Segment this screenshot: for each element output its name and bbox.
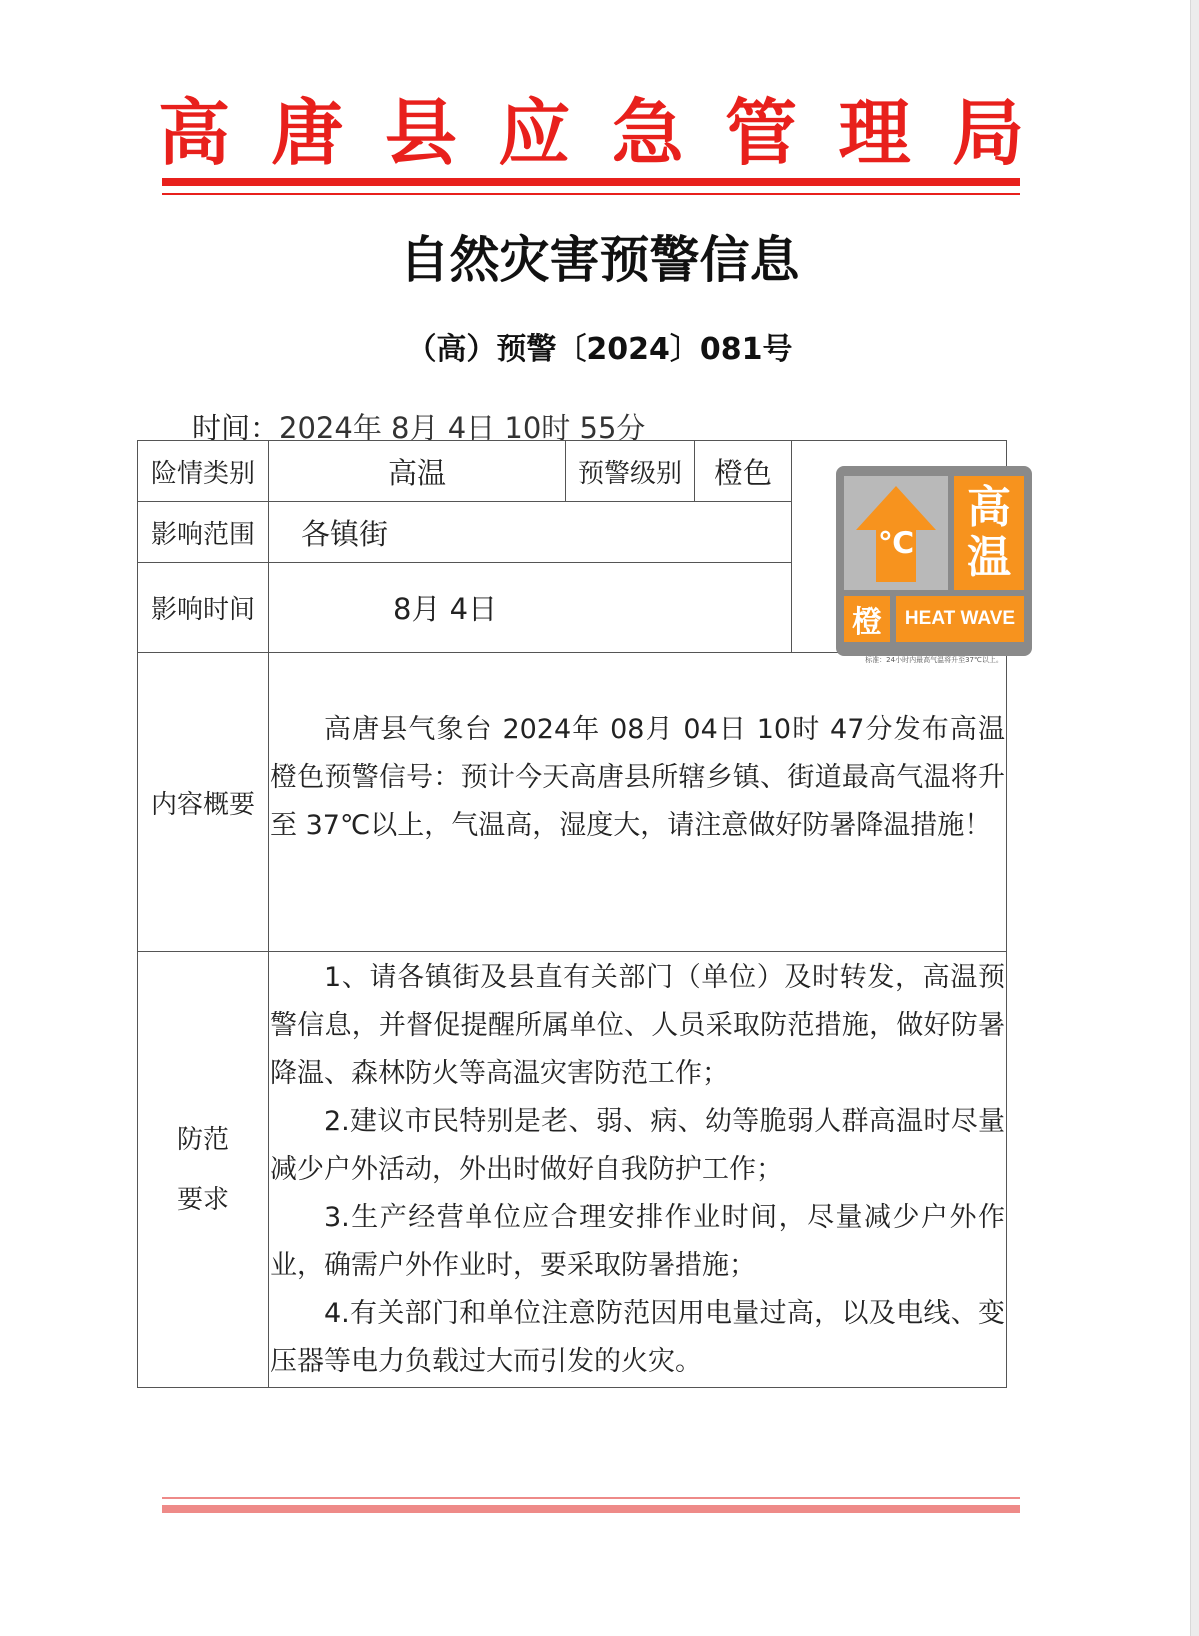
celsius-symbol: ℃ [877,526,915,561]
prevention-item-3: 3.生产经营单位应合理安排作业时间，尽量减少户外作业，确需户外作业时，要采取防暑措施； [270,1202,1005,1281]
prevention-item-1: 1、请各镇街及县直有关部门（单位）及时转发，高温预警信息，并督促提醒所属单位、人员采取防范措施，做好防暑降温、森林防火等高温灾害防范工作； [270,962,1005,1089]
document-number: （高）预警〔2024〕081号 [406,332,793,367]
badge-gao: 高 [967,482,1011,533]
header-red-rule-thin [162,193,1020,195]
prevention-label-line2: 要求 [176,1184,229,1215]
prevention-label-line1: 防范 [176,1124,229,1155]
issue-time-value: 2024年 8月 4日 10时 55分 [279,411,646,445]
badge-heat-wave: HEAT WAVE [896,596,1024,642]
badge-note: 标准：24小时内最高气温将升至37℃以上。 [865,656,1003,664]
badge-wen: 温 [967,532,1011,583]
summary-text [270,706,1005,850]
hazard-type-label: 险情类别 [137,440,269,502]
scope-label: 影响范围 [137,501,269,563]
badge-arrow-panel [844,476,948,590]
badge-cheng: 橙 [844,596,890,642]
scope-value: 各镇街 [268,501,792,563]
footer-rule-thin [162,1497,1020,1499]
prevention-item-2: 2.建议市民特别是老、弱、病、幼等脆弱人群高温时尽量减少户外活动，外出时做好自我防护工作； [270,1106,1005,1185]
hazard-type-value: 高温 [268,440,566,502]
heat-wave-orange-warning-icon [836,466,1032,656]
prevention-text [270,954,1005,1386]
document-title: 自然灾害预警信息 [399,231,800,289]
footer-rule-thick [162,1505,1020,1513]
header-red-rule-thick [162,178,1020,186]
issue-time-label: 时间： [192,411,280,445]
warning-level-value: 橙色 [694,440,792,502]
warning-level-label: 预警级别 [565,440,695,502]
summary-label: 内容概要 [137,652,269,952]
impact-time-label: 影响时间 [137,562,269,653]
impact-time-value: 8月 4日 [268,562,792,653]
prevention-item-4: 4.有关部门和单位注意防范因用电量过高，以及电线、变压器等电力负载过大而引发的火灾。 [270,1298,1005,1377]
badge-gao-wen [954,476,1024,590]
prevention-label [137,951,269,1388]
agency-header: 高唐县应急管理局 [158,91,1026,175]
summary-paragraph: 高唐县气象台 2024年 08月 04日 10时 47分发布高温橙色预警信号：预计今天高唐县所辖乡镇、街道最高气温将升至 37℃以上，气温高，湿度大，请注意做好防暑降温措施！ [270,714,1005,841]
